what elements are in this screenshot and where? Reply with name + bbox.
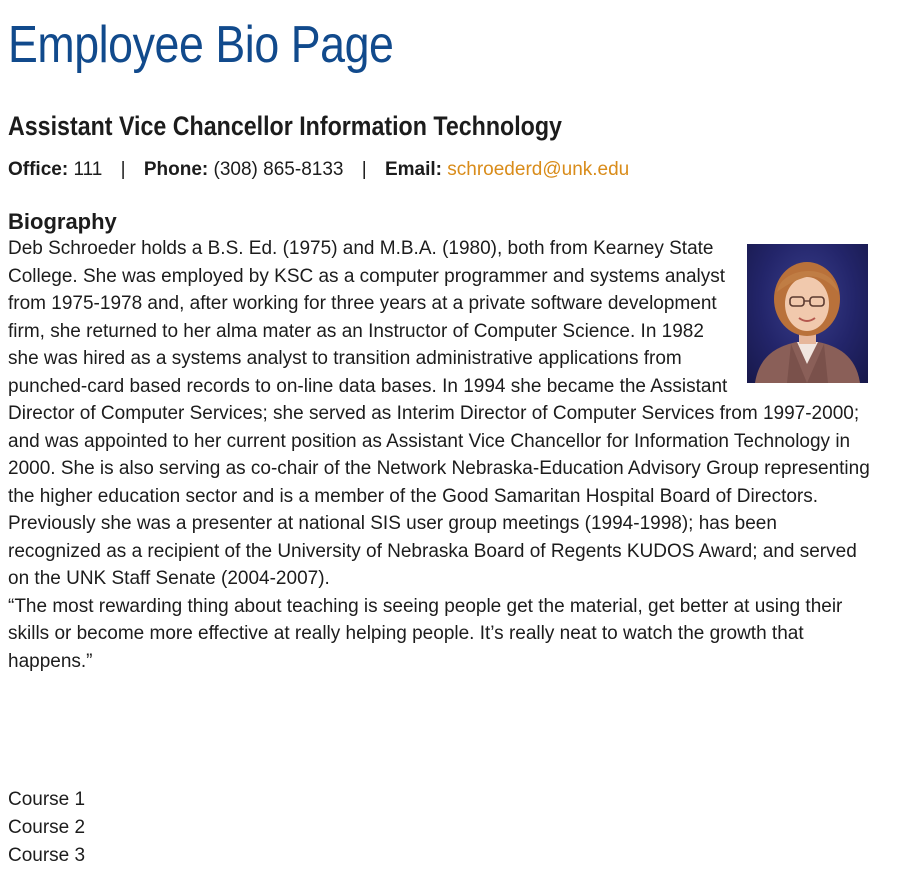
email-label: Email: (384, 159, 442, 180)
phone-value: (308) 865-8133 (213, 159, 344, 180)
course-item: Course 1 (8, 789, 86, 810)
biography-heading: Biography (8, 209, 117, 234)
contact-separator: | (361, 159, 367, 180)
contact-separator: | (120, 159, 126, 180)
page-title: Employee Bio Page (8, 16, 394, 74)
course-item: Course 3 (8, 845, 86, 866)
office-value: 111 (73, 159, 103, 180)
job-title: Assistant Vice Chancellor Information Technology (8, 111, 562, 141)
course-list (8, 786, 85, 870)
employee-photo (747, 244, 868, 383)
biography-section (8, 209, 874, 675)
portrait-photo-icon (747, 244, 868, 383)
course-item: Course 2 (8, 817, 86, 838)
phone-label: Phone: (143, 159, 209, 180)
biography-text: Deb Schroeder holds a B.S. Ed. (1975) and M.B.A. (1980), both from Kearney State College. She was employed by KSC as a computer programmer and systems analyst from 1975-1978 and, after working for three years at a private software development firm, she returned to her alma mater as an Instructor of Computer Science. In 1982 she was hired as a systems analyst to transition administrative applications from punched-card based records to on-line data bases. In 1994 she became the Assistant Director of Computer Services; she served as Interim Director of Computer Services from 1997-2000; and was appointed to her current position as Assistant Vice Chancellor for Information Technology in 2000. She is also serving as co-chair of the Network Nebraska-Education Advisory Group representing the higher education sector and is a member of the Good Samaritan Hospital Board of Directors. Previously she was a presenter at national SIS user group meetings (1994-1998); has been recognized as a recipient of the University of Nebraska Board of Regents KUDOS Award; and served on the UNK Staff Senate (2004-2007). (8, 238, 870, 589)
email-link[interactable]: schroederd@unk.edu (447, 159, 630, 180)
office-label: Office: (8, 159, 69, 180)
contact-info (8, 158, 629, 183)
biography-quote: “The most rewarding thing about teaching is seeing people get the material, get better at using their skills or become more effective at really helping people. It’s really neat to watch the growth that happens.” (8, 595, 843, 672)
